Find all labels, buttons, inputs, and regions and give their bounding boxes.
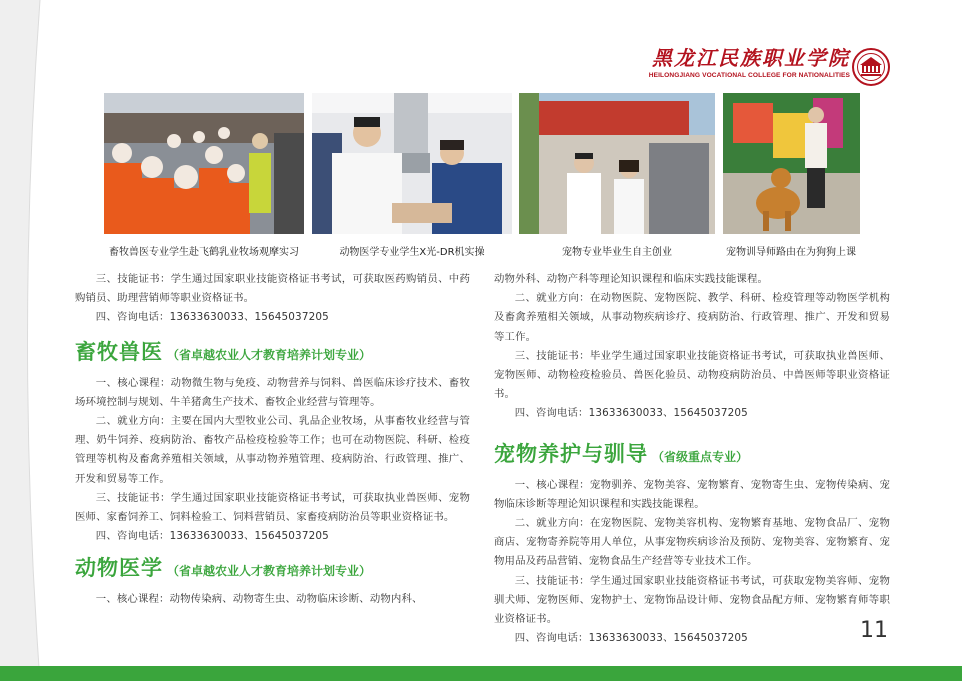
contact-phone: 四、咨询电话：13633630033、15645037205 <box>514 407 748 420</box>
section-title-sub: （省卓越农业人才教育培养计划专业） <box>167 347 372 362</box>
core-courses-paragraph: 一、核心课程：动物传染病、动物寄生虫、动物临床诊断、动物内科、 <box>95 593 423 606</box>
photo-caption: 宠物训导师路由在为狗狗上课 <box>726 247 856 258</box>
school-name-cn: 黑龙江民族职业学院 <box>652 46 850 70</box>
school-name-en: HEILONGJIANG VOCATIONAL COLLEGE FOR NATIONALITIES <box>648 72 850 79</box>
skills-cert-paragraph: 三、技能证书：学生通过国家职业技能资格证书考试，可获取宠物美容师、宠物驯犬师、宠物医师、宠物护士、宠物饰品设计师、宠物食品配方师、宠物繁育师等职业资格证书。 <box>494 574 890 626</box>
photo-caption: 宠物专业毕业生自主创业 <box>562 247 672 258</box>
course-continuation-paragraph: 动物外科、动物产科等理论知识课程和临床实践技能课程。 <box>494 273 769 285</box>
skills-cert-paragraph: 三、技能证书：学生通过国家职业技能资格证书考试，可获取医药购销员、中药购销员、助理营销师等职业资格证书。 <box>75 273 470 305</box>
photo-caption: 动物医学专业学生X光-DR机实操 <box>339 247 485 258</box>
section-title-animal-husbandry <box>75 336 470 370</box>
right-column <box>494 270 890 648</box>
contact-phone: 四、咨询电话：13633630033、15645037205 <box>514 632 748 645</box>
employment-paragraph: 二、就业方向：在宠物医院、宠物美容机构、宠物繁育基地、宠物食品厂、宠物商店、宠物寄养院等用人单位，从事宠物疾病诊治及预防、宠物美容、宠物繁育、宠物用品及药品营销、宠物食品生产经营等专业技术工作。 <box>494 517 890 568</box>
section-title-main: 动物医学 <box>75 556 163 581</box>
section-title-main: 宠物养护与驯导 <box>494 441 648 466</box>
section-title-sub: （省卓越农业人才教育培养计划专业） <box>167 564 372 579</box>
xray-dr-lab-photo <box>312 93 512 234</box>
core-courses-paragraph: 一、核心课程：动物微生物与免疫、动物营养与饲料、兽医临床诊疗技术、畜牧场环境控制与规划、牛羊猪禽生产技术、畜牧企业经营与管理等。 <box>75 376 470 408</box>
college-seal-icon <box>852 48 890 86</box>
skills-cert-paragraph: 三、技能证书：学生通过国家职业技能资格证书考试，可获取执业兽医师、宠物医师、家畜饲养工、饲料检验工、饲料营销员、家畜疫病防治员等职业资格证书。 <box>75 491 470 524</box>
section-title-pet-care <box>494 438 890 472</box>
contact-phone: 四、咨询电话：13633630033、15645037205 <box>95 530 329 543</box>
employment-paragraph: 二、就业方向：主要在国内大型牧业公司、乳品企业牧场，从事畜牧业经营与管理、奶牛饲养、疫病防治、畜牧产品检疫检验等工作；也可在动物医院、科研、检疫管理等机构及畜禽养殖相关领域，从事动物养殖管理、疫病防治、行政管理、推广、开发和贸易等工作。 <box>75 415 470 485</box>
skills-cert-paragraph: 三、技能证书：毕业学生通过国家职业技能资格证书考试，可获取执业兽医师、宠物医师、动物检疫检验员、兽医化验员、动物疫病防治员、中兽医师等职业资格证书。 <box>494 349 890 401</box>
photo-caption: 畜牧兽医专业学生赴飞鹤乳业牧场观摩实习 <box>109 247 299 258</box>
footer-bar <box>0 666 962 681</box>
core-courses-paragraph: 一、核心课程：宠物驯养、宠物美容、宠物繁育、宠物寄生虫、宠物传染病、宠物临床诊断等理论知识课程和实践技能课程。 <box>494 478 890 510</box>
page-number: 11 <box>860 618 888 643</box>
dairy-farm-students-photo <box>104 93 304 234</box>
college-logo <box>636 46 896 88</box>
dog-training-photo <box>723 93 860 234</box>
employment-paragraph: 二、就业方向：在动物医院、宠物医院、教学、科研、检疫管理等动物医学机构及畜禽养殖相关领域，从事动物疾病诊疗、疫病防治、行政管理、推广、开发和贸易等工作。 <box>494 292 890 343</box>
section-title-sub: （省级重点专业） <box>652 449 749 464</box>
left-column <box>75 270 470 610</box>
section-title-main: 畜牧兽医 <box>75 339 163 364</box>
section-title-animal-medicine <box>75 552 470 586</box>
contact-phone: 四、咨询电话：13633630033、15645037205 <box>95 311 329 324</box>
page-gutter <box>0 0 18 681</box>
pet-hospital-graduates-photo <box>519 93 715 234</box>
